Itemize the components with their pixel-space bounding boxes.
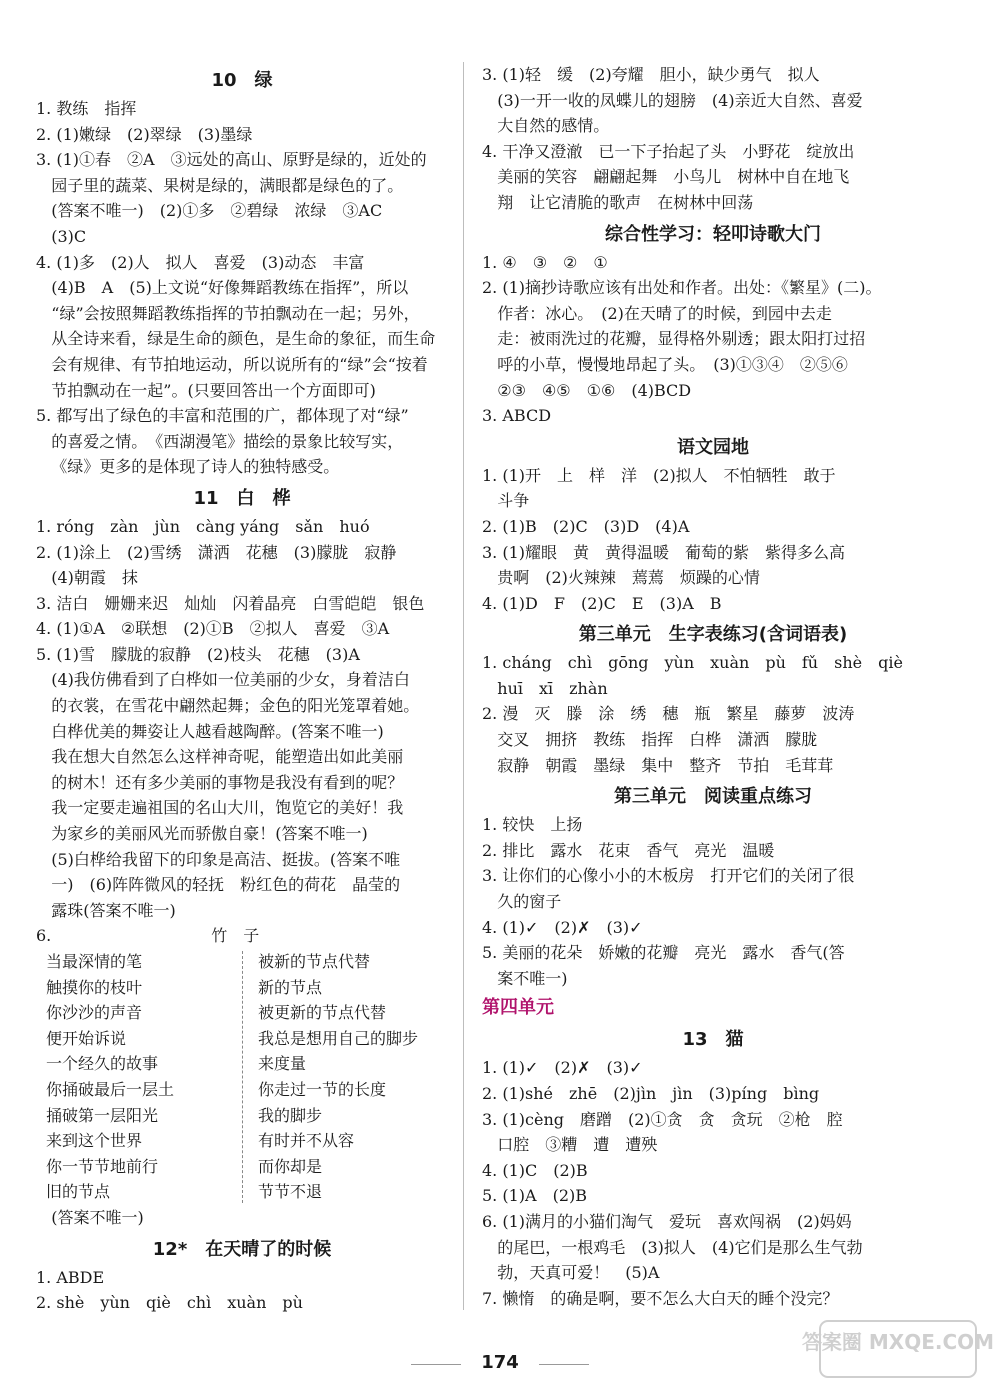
right-column bbox=[482, 62, 944, 1311]
column-divider bbox=[463, 62, 464, 1310]
section-title: 第三单元 阅读重点练习 bbox=[614, 786, 812, 808]
answer-line: 园子里的蔬菜、果树是绿的，满眼都是绿色的了。 bbox=[36, 175, 404, 195]
answer-line: 案不唯一) bbox=[482, 968, 568, 988]
answer-line: 贵啊 (2)火辣辣 蔫蔫 烦躁的心情 bbox=[482, 568, 760, 588]
section-title: 13 猫 bbox=[682, 1029, 744, 1051]
poem-line: 你沙沙的声音 bbox=[46, 1003, 143, 1023]
poem-line: 被更新的节点代替 bbox=[258, 1003, 387, 1023]
answer-line: 《绿》更多的是体现了诗人的独特感受。 bbox=[36, 457, 340, 477]
poem-line: 触摸你的枝叶 bbox=[46, 977, 143, 997]
answer-line: 久的窗子 bbox=[482, 892, 562, 912]
answer-line: 露珠(答案不唯一) bbox=[36, 900, 176, 920]
answer-line: 斗争 bbox=[482, 491, 530, 511]
answer-line: 1. ABDE bbox=[36, 1267, 105, 1287]
answer-line: 1. 教练 指挥 bbox=[36, 99, 137, 118]
answer-line: (3)一开一收的凤蝶儿的翅膀 (4)亲近大自然、喜爱 bbox=[482, 90, 863, 110]
answer-line: 3. 让你们的心像小小的木板房 打开它们的关闭了很 bbox=[482, 866, 855, 886]
answer-line: 美丽的笑容 翩翩起舞 小鸟儿 树林中自在地飞 bbox=[482, 167, 850, 187]
poem-line: 被新的节点代替 bbox=[258, 952, 371, 971]
answer-line: 走：被雨洗过的花瓣，显得格外剔透；跟太阳打过招 bbox=[482, 329, 866, 349]
answer-line: (答案不唯一) (2)①多 ②碧绿 浓绿 ③AC bbox=[36, 201, 383, 221]
answer-line: (答案不唯一) bbox=[36, 1207, 144, 1227]
poem-line: 来到这个世界 bbox=[46, 1131, 143, 1151]
answer-line: 2. (1)shé zhē (2)jìn jìn (3)píng bìng bbox=[482, 1084, 820, 1103]
section-title: 12* 在天晴了的时候 bbox=[152, 1238, 332, 1260]
answer-line: 1. 较快 上扬 bbox=[482, 815, 583, 835]
poem-line: 有时并不从容 bbox=[258, 1131, 355, 1151]
answer-line: 从全诗来看，绿是生命的颜色，是生命的象征，而生命 bbox=[36, 329, 436, 349]
answer-line: (4)朝霞 抹 bbox=[36, 568, 138, 588]
answer-line: ②③ ④⑤ ①⑥ (4)BCD bbox=[482, 380, 692, 400]
answer-line: 3. (1)①春 ②A ③远处的高山、原野是绿的，近处的 bbox=[36, 150, 427, 170]
answer-line: 的尾巴，一根鸡毛 (3)拟人 (4)它们是那么生气勃 bbox=[482, 1237, 863, 1257]
answer-line: 交叉 拥挤 教练 指挥 白桦 潇洒 朦胧 bbox=[482, 730, 818, 750]
answer-line: 翔 让它清脆的歌声 在树林中回荡 bbox=[482, 192, 754, 212]
poem-line: 当最深情的笔 bbox=[46, 952, 143, 971]
watermark-icon bbox=[801, 1319, 995, 1379]
watermark-logo bbox=[801, 1319, 995, 1379]
poem-line: 而你却是 bbox=[258, 1156, 323, 1176]
answer-line: 的衣裳，在雪花中翩然起舞；金色的阳光笼罩着她。 bbox=[36, 696, 420, 716]
answer-line: 的喜爱之情。 《西湖漫笔》描绘的景象比较写实， bbox=[36, 431, 404, 451]
answer-line: (5)白桦给我留下的印象是高洁、挺拔。(答案不唯 bbox=[36, 849, 401, 869]
poem-right-column bbox=[236, 949, 448, 1205]
answer-line: 4. (1)D F (2)C E (3)A B bbox=[482, 593, 722, 613]
answer-line: 1. ④ ③ ② ① bbox=[482, 252, 608, 272]
answer-line: “绿”会按照舞蹈教练指挥的节拍飘动在一起；另外， bbox=[36, 303, 420, 323]
poem-line: 你捅破最后一层土 bbox=[46, 1079, 175, 1099]
answer-line: 3. (1)cèng 磨蹭 (2)①贪 贪 贪玩 ②枪 腔 bbox=[482, 1109, 843, 1129]
answer-line: 口腔 ③糟 遭 遭殃 bbox=[482, 1135, 658, 1155]
answer-line: 4. 干净又澄澈 已一下子抬起了头 小野花 绽放出 bbox=[482, 141, 855, 161]
answer-line: (4)我仿佛看到了白桦如一位美丽的少女，身着洁白 bbox=[36, 670, 410, 690]
answer-line: 4. (1)多 (2)人 拟人 喜爱 (3)动态 丰富 bbox=[36, 252, 365, 272]
poem-line: 捅破第一层阳光 bbox=[46, 1105, 159, 1125]
section-title: 11 白 桦 bbox=[193, 487, 291, 509]
answer-line: 节拍飘动在一起”。(只要回答出一个方面即可) bbox=[36, 380, 376, 400]
answer-line: 白桦优美的舞姿让人越看越陶醉。(答案不唯一) bbox=[36, 721, 384, 741]
section-title: 第三单元 生字表练习(含词语表) bbox=[578, 624, 848, 646]
answer-line: 4. (1)✓ (2)✗ (3)✓ bbox=[482, 917, 643, 937]
answer-line: 会有规律、有节拍地运动，所以说所有的“绿”会“按着 bbox=[36, 354, 428, 374]
section-title: 综合性学习：轻叩诗歌大门 bbox=[605, 223, 821, 245]
answer-line: 1. (1)✓ (2)✗ (3)✓ bbox=[482, 1058, 643, 1078]
answer-line: 5. (1)A (2)B bbox=[482, 1186, 587, 1206]
answer-line: 2. (1)涂上 (2)雪绣 潇洒 花穗 (3)朦胧 寂静 bbox=[36, 542, 397, 562]
answer-line: 4. (1)C (2)B bbox=[482, 1160, 588, 1180]
answer-line: 3. ABCD bbox=[482, 406, 552, 426]
answer-line: 勃，天真可爱！ (5)A bbox=[482, 1263, 660, 1283]
poem-divider bbox=[242, 951, 243, 1203]
section-title: 语文园地 bbox=[677, 436, 749, 458]
poem-line: 你走过一节的长度 bbox=[258, 1079, 387, 1099]
answer-line: 1. róng zàn jùn càng yáng sǎn huó bbox=[36, 516, 370, 536]
answer-line: 1. cháng chì gōng yùn xuàn pù fǔ shè qiè bbox=[482, 653, 903, 673]
answer-line: 我一定要走遍祖国的名山大川，饱览它的美好！我 bbox=[36, 798, 404, 818]
answer-line: 2. 排比 露水 花束 香气 亮光 温暖 bbox=[482, 840, 775, 860]
answer-line: 的树木！还有多少美丽的事物是我没有看到的呢？ bbox=[36, 772, 404, 792]
answer-line: 呼的小草，慢慢地昂起了头。 (3)①③④ ②⑤⑥ bbox=[482, 354, 848, 374]
answer-line: 3. (1)耀眼 黄 黄得温暖 葡萄的紫 紫得多么高 bbox=[482, 542, 846, 562]
poem-title: 6. 竹 子 bbox=[36, 926, 260, 946]
poem-line: 你一节节地前行 bbox=[46, 1156, 159, 1176]
poem-left-column bbox=[46, 949, 236, 1205]
answer-line: 7. 懒惰 的确是啊，要不怎么大白天的睡个没完？ bbox=[482, 1288, 839, 1308]
answer-line: 5. 都写出了绿色的丰富和范围的广，都体现了对“绿” bbox=[36, 406, 409, 426]
page-number: 174 bbox=[451, 1352, 549, 1373]
answer-line: 6. (1)满月的小猫们淘气 爱玩 喜欢闯祸 (2)妈妈 bbox=[482, 1211, 852, 1231]
answer-line: 2. 漫 灭 滕 涂 绣 穗 瓶 繁星 藤萝 波涛 bbox=[482, 704, 855, 724]
unit-heading: 第四单元 bbox=[482, 997, 554, 1019]
poem-block bbox=[46, 949, 448, 1205]
watermark-text: 答案圈 MXQE.COM bbox=[801, 1330, 995, 1354]
answer-line: huī xī zhàn bbox=[482, 678, 608, 698]
answer-line: 我在想大自然怎么这样神奇呢，能塑造出如此美丽 bbox=[36, 747, 404, 767]
answer-line: (4)B A (5)上文说“好像舞蹈教练在指挥”，所以 bbox=[36, 278, 409, 298]
answer-line: 5. 美丽的花朵 娇嫩的花瓣 亮光 露水 香气(答 bbox=[482, 943, 845, 963]
poem-line: 旧的节点 bbox=[46, 1182, 111, 1202]
poem-line: 新的节点 bbox=[258, 977, 323, 997]
answer-line: 一) (6)阵阵微风的轻抚 粉红色的荷花 晶莹的 bbox=[36, 875, 401, 895]
answer-line: (3)C bbox=[36, 226, 87, 246]
poem-line: 节节不退 bbox=[258, 1182, 323, 1202]
answer-line: 2. (1)B (2)C (3)D (4)A bbox=[482, 516, 690, 536]
answer-line: 2. (1)摘抄诗歌应该有出处和作者。出处：《繁星》(二)。 bbox=[482, 278, 882, 298]
poem-line: 一个经久的故事 bbox=[46, 1054, 159, 1074]
answer-line: 为家乡的美丽风光而骄傲自豪！(答案不唯一) bbox=[36, 824, 368, 844]
left-column bbox=[36, 62, 448, 1316]
answer-line: 大自然的感情。 bbox=[482, 116, 610, 136]
poem-line: 来度量 bbox=[258, 1054, 307, 1074]
answer-line: 作者：冰心。 (2)在天晴了的时候，到园中去走 bbox=[482, 303, 832, 323]
answer-line: 5. (1)雪 朦胧的寂静 (2)枝头 花穗 (3)A bbox=[36, 644, 360, 664]
poem-line: 我总是想用自己的脚步 bbox=[258, 1028, 419, 1048]
answer-line: 4. (1)①A ②联想 (2)①B ②拟人 喜爱 ③A bbox=[36, 619, 390, 639]
answer-line: 2. (1)嫩绿 (2)翠绿 (3)墨绿 bbox=[36, 124, 253, 144]
poem-line: 便开始诉说 bbox=[46, 1028, 127, 1048]
answer-line: 3. 洁白 姗姗来迟 灿灿 闪着晶亮 白雪皑皑 银色 bbox=[36, 593, 425, 613]
answer-line: 1. (1)开 上 样 洋 (2)拟人 不怕牺牲 敢于 bbox=[482, 465, 836, 485]
section-title: 10 绿 bbox=[211, 70, 273, 91]
answer-line: 寂静 朝霞 墨绿 集中 整齐 节拍 毛茸茸 bbox=[482, 755, 834, 775]
answer-line: 2. shè yùn qiè chì xuàn pù bbox=[36, 1293, 303, 1313]
poem-line: 我的脚步 bbox=[258, 1105, 323, 1125]
answer-line: 3. (1)轻 缓 (2)夸耀 胆小，缺少勇气 拟人 bbox=[482, 65, 820, 84]
